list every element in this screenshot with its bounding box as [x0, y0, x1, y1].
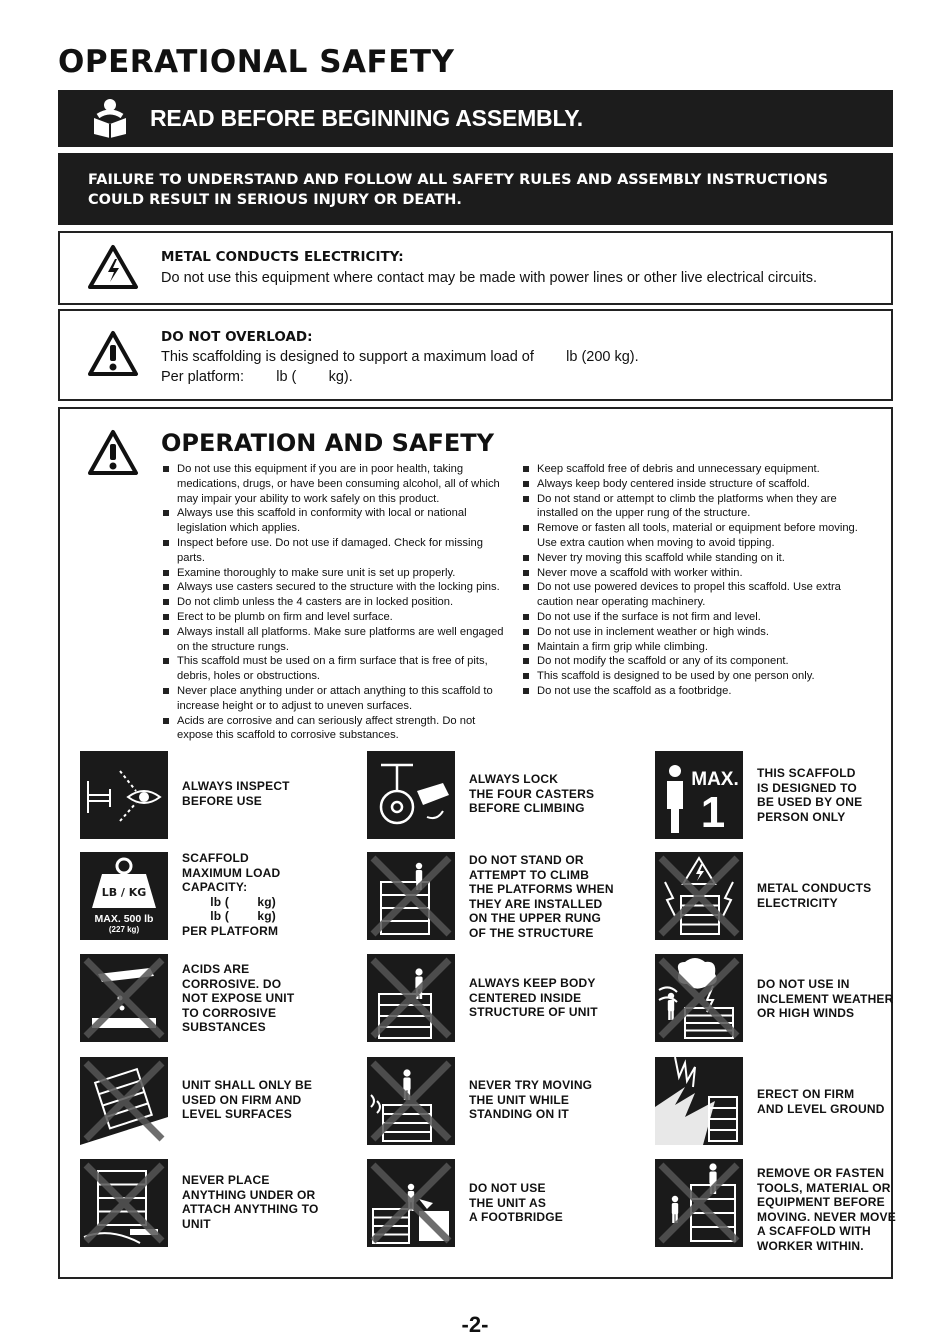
safety-rule-item: Inspect before use. Do not use if damaged. Check for missing parts. — [161, 536, 506, 566]
warning-banner-text: FAILURE TO UNDERSTAND AND FOLLOW ALL SAFETY RULES AND ASSEMBLY INSTRUCTIONS COULD RESULT IN SERIOUS INJURY OR DEATH. — [88, 172, 829, 208]
caption-line: TO CORROSIVE — [182, 1005, 277, 1020]
caption-line: UNIT SHALL ONLY BE — [182, 1078, 313, 1092]
caption-line: MOVING. NEVER MOVE — [757, 1209, 896, 1224]
safety-rule-item: Keep scaffold free of debris and unnecessary equipment. — [521, 462, 866, 477]
caption-line: ERECT ON FIRM — [757, 1087, 855, 1101]
pictogram-caption — [469, 1078, 592, 1122]
caption-line: ATTEMPT TO CLIMB — [469, 867, 590, 882]
no-objects-under-icon — [80, 1159, 168, 1247]
overload-line2: Per platform: lb ( kg). — [161, 369, 353, 385]
safety-rule-item: Never place anything under or attach anything to this scaffold to increase height or to adjust to uneven surfaces. — [161, 684, 506, 714]
safety-rule-item: Maintain a firm grip while climbing. — [521, 640, 866, 655]
caption-line: A SCAFFOLD WITH — [757, 1224, 871, 1238]
max-load-kg-label: (227 kg) — [108, 925, 140, 934]
caption-line: AND LEVEL GROUND — [757, 1101, 885, 1116]
caption-line: DO NOT STAND OR — [469, 853, 584, 867]
caption-line: lb ( kg) — [182, 894, 276, 909]
pictogram-caption — [757, 1087, 885, 1116]
caption-line: CENTERED INSIDE — [469, 990, 582, 1005]
caption-line: ON THE UPPER RUNG — [469, 911, 602, 925]
operation-title: OPERATION AND SAFETY — [161, 429, 495, 457]
eye-inspect-icon — [80, 751, 168, 839]
safety-rule-item: Always install all platforms. Make sure platforms are well engaged on the structure rungs. — [161, 625, 506, 655]
caption-line: ELECTRICITY — [757, 895, 838, 910]
pictogram-caption — [469, 772, 594, 816]
pictogram-caption — [469, 853, 614, 940]
pictogram-caption — [757, 766, 862, 824]
caption-line: THE PLATFORMS WHEN — [469, 882, 614, 896]
caption-line: ANYTHING UNDER OR — [182, 1187, 316, 1202]
no-worker-moving-icon — [655, 1159, 743, 1247]
pictogram-caption — [469, 976, 598, 1020]
caption-line: THIS SCAFFOLD — [757, 766, 856, 780]
warning-banner — [58, 153, 893, 225]
safety-rule-item: Examine thoroughly to make sure unit is set up properly. — [161, 566, 506, 581]
pictogram-caption — [182, 1078, 312, 1122]
safety-rule-item: Always keep body centered inside structure of scaffold. — [521, 477, 866, 492]
max-label: MAX. — [691, 769, 739, 790]
safety-rule-item: Do not use the scaffold as a footbridge. — [521, 684, 866, 699]
electric-hazard-icon — [87, 244, 139, 290]
caption-line: BEFORE USE — [182, 793, 263, 808]
banner-text: READ BEFORE BEGINNING ASSEMBLY. — [150, 105, 583, 131]
safety-rule-item: Erect to be plumb on firm and level surface. — [161, 610, 506, 625]
safety-rule-item: Do not modify the scaffold or any of its component. — [521, 654, 866, 669]
caption-line: SCAFFOLD — [182, 851, 249, 865]
caption-line: DO NOT USE IN — [757, 977, 850, 991]
pictogram-caption — [757, 977, 894, 1021]
exclamation-warning-icon — [87, 330, 139, 378]
safety-rule-item: Never try moving this scaffold while standing on it. — [521, 551, 866, 566]
safety-rules-right — [521, 462, 866, 699]
caption-line: OR HIGH WINDS — [757, 1006, 855, 1020]
caption-line: NOT EXPOSE UNIT — [182, 991, 295, 1005]
caption-line: ALWAYS INSPECT — [182, 779, 290, 793]
operation-safety-box — [58, 407, 896, 1279]
caption-line: THE FOUR CASTERS — [469, 786, 595, 801]
electricity-text: Do not use this equipment where contact may be made with power lines or other live electrical circuits. — [161, 270, 818, 286]
safety-rule-item: Do not use if the surface is not firm and level. — [521, 610, 866, 625]
caption-line: ALWAYS LOCK — [469, 772, 559, 786]
no-sloped-surface-icon — [80, 1057, 168, 1145]
safety-rule-item: Remove or fasten all tools, material or equipment before moving. Use extra caution when moving to avoid tipping. — [521, 521, 866, 551]
safety-rules-left — [161, 462, 506, 743]
overload-warning-box — [58, 309, 893, 401]
electricity-warning-box — [58, 231, 893, 305]
pictogram-caption — [182, 851, 280, 938]
caption-line: UNIT — [182, 1216, 211, 1231]
caption-line: PERSON ONLY — [757, 809, 846, 824]
max-load-label: MAX. 500 lb — [94, 913, 154, 925]
caption-line: SUBSTANCES — [182, 1020, 266, 1034]
safety-rule-item: Never move a scaffold with worker within. — [521, 566, 866, 581]
safety-rule-item: Always use this scaffold in conformity with local or national legislation which applies. — [161, 506, 506, 536]
caster-lock-icon — [367, 751, 455, 839]
safety-rule-item: Acids are corrosive and can seriously affect strength. Do not expose this scaffold to corrosive substances. — [161, 714, 506, 744]
caption-line: OF THE STRUCTURE — [469, 925, 594, 940]
caption-line: INCLEMENT WEATHER — [757, 991, 894, 1006]
caption-line: THE UNIT WHILE — [469, 1092, 570, 1107]
page-number: -2- — [461, 1312, 489, 1337]
caption-line: ALWAYS KEEP BODY — [469, 976, 596, 990]
caption-line: BE USED BY ONE — [757, 795, 863, 809]
caption-line: METAL CONDUCTS — [757, 881, 872, 895]
exclamation-warning-icon — [87, 429, 139, 477]
safety-rule-item: This scaffold must be used on a firm surface that is free of pits, debris, holes or obstructions. — [161, 654, 506, 684]
caption-line: IS DESIGNED TO — [757, 780, 857, 795]
page-title: OPERATIONAL SAFETY — [58, 44, 455, 80]
caption-line: ACIDS ARE — [182, 962, 250, 976]
safety-rule-item: Do not use in inclement weather or high winds. — [521, 625, 866, 640]
pictogram-caption — [182, 962, 294, 1035]
caption-line: EQUIPMENT BEFORE — [757, 1195, 885, 1209]
safety-rule-item: This scaffold is designed to be used by one person only. — [521, 669, 866, 684]
caption-line: REMOVE OR FASTEN — [757, 1166, 885, 1180]
pictogram-caption — [757, 1166, 896, 1253]
no-bad-weather-icon — [655, 954, 743, 1042]
pictogram-caption — [469, 1181, 563, 1225]
caption-line: WORKER WITHIN. — [757, 1238, 864, 1253]
caption-line: CORROSIVE. DO — [182, 976, 282, 991]
safety-rule-item: Do not climb unless the 4 casters are in locked position. — [161, 595, 506, 610]
caption-line: TOOLS, MATERIAL OR — [757, 1180, 891, 1195]
caption-line: STRUCTURE OF UNIT — [469, 1005, 598, 1019]
caption-line: USED ON FIRM AND — [182, 1092, 302, 1107]
pictogram-caption — [182, 1173, 318, 1231]
max-one-person-icon — [655, 751, 743, 839]
pictogram-caption — [182, 779, 290, 808]
caption-line: NEVER PLACE — [182, 1173, 270, 1187]
caption-line: lb ( kg) — [182, 909, 276, 923]
safety-rule-item: Always use casters secured to the structure with the locking pins. — [161, 580, 506, 595]
max-one-label: 1 — [700, 788, 726, 837]
no-moving-while-standing-icon — [367, 1057, 455, 1145]
caption-line: ATTACH ANYTHING TO — [182, 1202, 319, 1216]
reading-person-icon — [90, 98, 130, 138]
caption-line: THEY ARE INSTALLED — [469, 896, 603, 911]
overload-line1: This scaffolding is designed to support a maximum load of lb (200 kg). — [161, 349, 639, 365]
electricity-title: METAL CONDUCTS ELECTRICITY: — [161, 249, 404, 265]
overload-title: DO NOT OVERLOAD: — [161, 329, 313, 345]
caption-line: LEVEL SURFACES — [182, 1107, 292, 1121]
safety-rule-item: Do not stand or attempt to climb the platforms when they are installed on the upper rung of the structure. — [521, 492, 866, 522]
caption-line: STANDING ON IT — [469, 1107, 569, 1121]
electricity-warning-icon — [655, 852, 743, 940]
max-load-weight-icon — [80, 852, 168, 940]
caption-line: DO NOT USE — [469, 1181, 546, 1195]
read-before-banner — [58, 90, 893, 147]
caption-line: CAPACITY: — [182, 880, 248, 894]
safety-rule-item: Do not use this equipment if you are in poor health, taking medications, drugs, or have been consuming alcohol, all of which may impair your ability to work safely on this product. — [161, 462, 506, 506]
acid-corrosive-icon — [80, 954, 168, 1042]
lbkg-label: LB / KG — [101, 886, 147, 899]
body-centered-icon — [367, 954, 455, 1042]
safety-rule-item: Do not use powered devices to propel this scaffold. Use extra caution near operating machinery. — [521, 580, 866, 610]
caption-line: MAXIMUM LOAD — [182, 865, 281, 880]
caption-line: A FOOTBRIDGE — [469, 1210, 563, 1224]
caption-line: BEFORE CLIMBING — [469, 801, 585, 815]
caption-line: NEVER TRY MOVING — [469, 1078, 593, 1092]
no-upper-rung-icon — [367, 852, 455, 940]
no-uneven-ground-icon — [655, 1057, 743, 1145]
caption-line: THE UNIT AS — [469, 1195, 547, 1210]
no-footbridge-icon — [367, 1159, 455, 1247]
caption-line: PER PLATFORM — [182, 923, 279, 938]
pictogram-caption — [757, 881, 871, 910]
